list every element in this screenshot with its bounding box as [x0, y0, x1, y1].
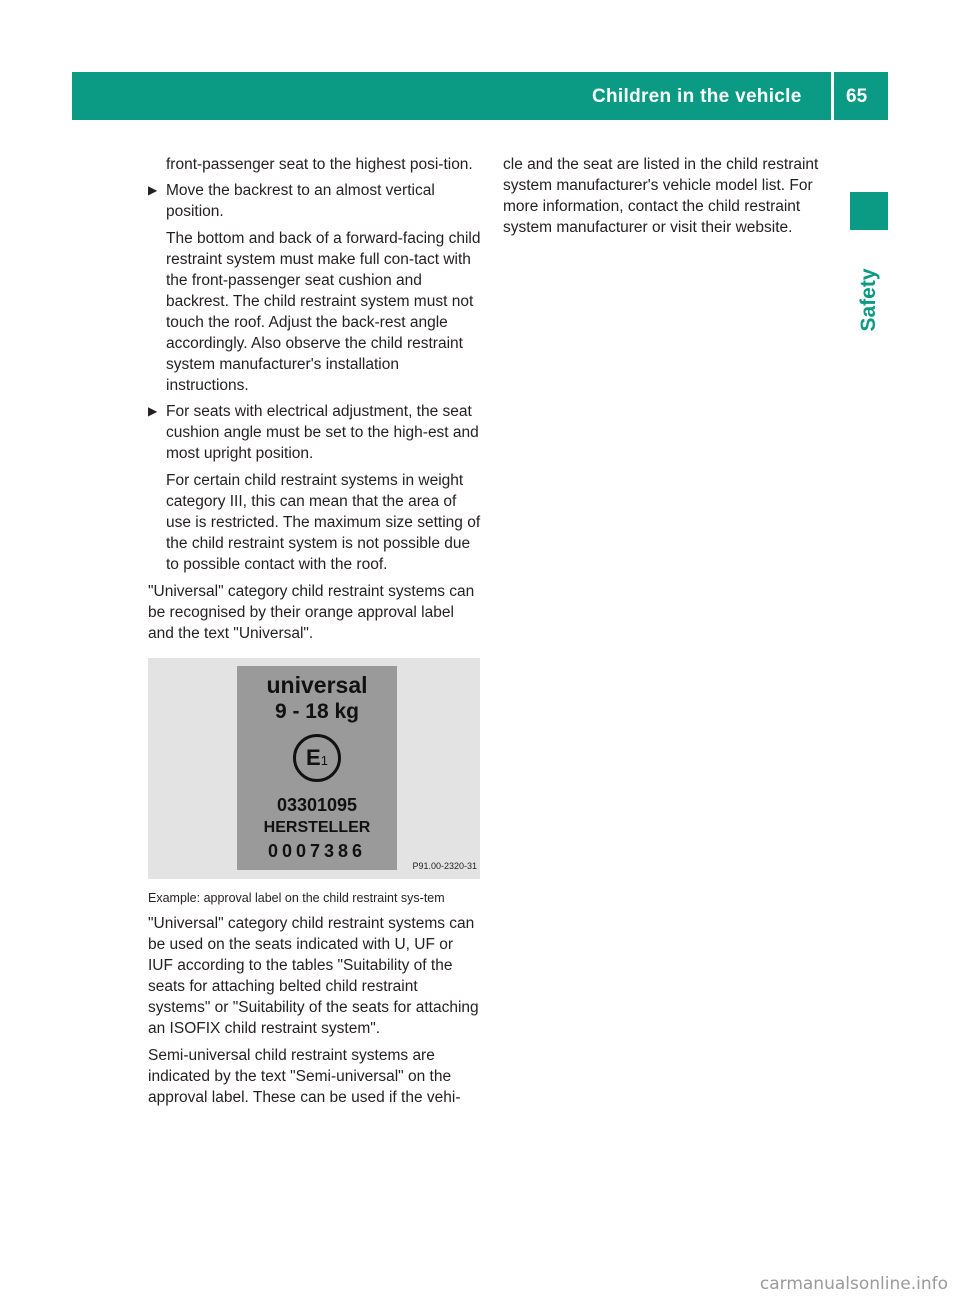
page-section-title: Children in the vehicle [592, 86, 802, 107]
approval-label-figure [148, 658, 480, 879]
label-manufacturer: HERSTELLER [263, 819, 371, 836]
step-arrow-icon: ▶ [148, 183, 158, 197]
label-category: universal [266, 672, 368, 698]
approval-label [237, 666, 397, 870]
side-tab-label: Safety [857, 268, 880, 332]
paragraph: "Universal" category child restraint systems can be used on the seats indicated with U, UF or IUF according to the tables "Suitability of the seats for attaching belted child restraint systems" or "Suitability of the seats for attaching an ISOFIX child restraint system". [148, 915, 479, 1037]
step-note: For certain child restraint systems in weight category III, this can mean that the area of use is restricted. The maximum size setting of the child restraint system is not possible due to possible contact with the roof. [166, 472, 481, 573]
continuation-text: front-passenger seat to the highest posi-tion. [166, 156, 473, 173]
figure-reference: P91.00-2320-31 [412, 861, 477, 871]
side-tab-marker [850, 192, 888, 230]
paragraph: cle and the seat are listed in the child restraint system manufacturer's vehicle model list. For more information, contact the child restraint system manufacturer or visit their website. [503, 156, 819, 236]
label-weight: 9 - 18 kg [274, 700, 360, 723]
paragraph: "Universal" category child restraint systems can be recognised by their orange approval label and the text "Universal". [148, 583, 475, 642]
left-column [148, 154, 482, 1108]
instruction-step [148, 180, 482, 396]
label-code: 0007386 [267, 841, 367, 861]
step-text: Move the backrest to an almost vertical position. [166, 182, 435, 220]
header-divider [831, 72, 834, 120]
figure-caption: Example: approval label on the child restraint sys-tem [148, 891, 445, 905]
e-mark-icon: E1 [293, 734, 341, 782]
page-number: 65 [846, 86, 868, 107]
paragraph: Semi-universal child restraint systems are indicated by the text "Semi-universal" on the approval label. These can be used if the vehi- [148, 1047, 461, 1106]
right-column [503, 154, 834, 238]
watermark: carmanualsonline.info [759, 1274, 948, 1294]
step-note: The bottom and back of a forward-facing child restraint system must make full con-tact with the front-passenger seat cushion and backrest. The child restraint system must not touch the roof. Adjust the back-rest angle accordingly. Also observe the child restraint system manufacturer's installation instructions. [166, 230, 481, 394]
step-arrow-icon: ▶ [148, 404, 158, 418]
instruction-step [148, 401, 482, 575]
label-approval-number: 03301095 [276, 795, 358, 815]
step-text: For seats with electrical adjustment, the seat cushion angle must be set to the high-est and most upright position. [166, 403, 479, 462]
